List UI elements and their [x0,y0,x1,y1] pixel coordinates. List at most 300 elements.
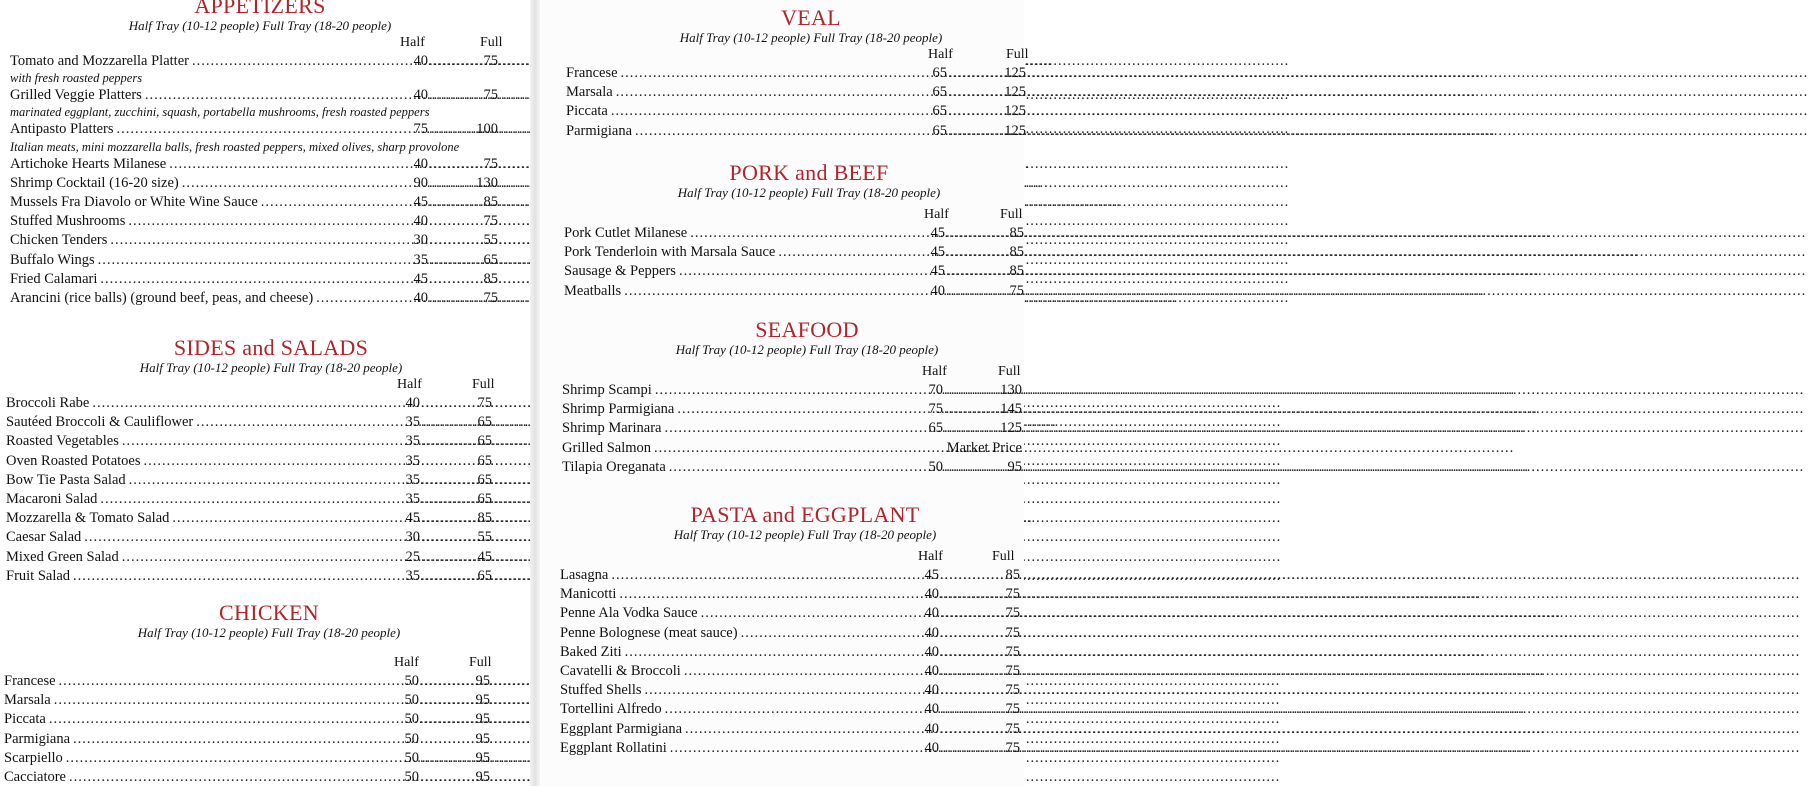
half-tray-price: 35 [405,452,420,469]
half-tray-price: 45 [413,193,428,210]
menu-item-row [560,681,1020,700]
menu-item-name: Antipasto Platters [10,121,114,138]
half-label: Half [918,549,943,564]
menu-item-row [566,102,1026,121]
half-tray-price: 40 [413,53,428,69]
dot-leader [100,270,412,289]
dot-leader [196,413,404,432]
menu-item-name: Penne Ala Vodka Sauce [560,605,698,622]
dot-leader [92,394,404,413]
dot-leader [940,585,1005,604]
menu-item-name: Caesar Salad [6,529,82,546]
menu-item-name: Cavatelli & Broccoli [560,662,681,679]
menu-item-row [4,749,490,768]
dot-leader [429,174,475,193]
full-tray-price: 95 [475,692,490,709]
half-tray-price: 40 [405,395,420,411]
menu-item-name: Broccoli Rabe [6,395,90,411]
menu-item-row [566,83,1026,102]
dot-leader [619,585,923,604]
dot-leader [944,381,999,400]
left-menu-page [0,0,530,786]
full-tray-price: 45 [477,548,492,565]
dot-leader [669,458,928,477]
half-tray-price: 50 [404,730,419,747]
menu-item-name: Sautéed Broccoli & Cauliflower [6,414,194,431]
dot-leader [948,102,1003,121]
pork-section [564,161,1024,301]
dot-leader [429,231,483,250]
menu-item-name: Manicotti [560,586,617,603]
dot-leader [420,768,475,787]
menu-item-name: Mozzarella & Tomato Salad [6,510,170,527]
menu-item-row [10,193,498,212]
menu-item-name: Stuffed Shells [560,682,642,699]
dot-leader [677,400,927,419]
pork-list [564,224,1024,301]
appetizers-subtitle: Half Tray (10-12 people) Full Tray (18-20 people) [128,18,392,33]
menu-item-row [564,282,1024,301]
full-tray-price: 65 [477,490,492,507]
chicken-subtitle: Half Tray (10-12 people) Full Tray (18-20 people) [137,625,401,640]
half-tray-price: 30 [405,529,420,546]
menu-item-row [562,400,1022,419]
dot-leader [684,662,924,681]
full-tray-price: 65 [477,433,492,450]
appetizers-column-header [10,34,530,52]
half-label: Half [397,377,422,392]
dot-leader [624,282,929,301]
seafood-subtitle: Half Tray (10-12 people) Full Tray (18-20 people) [675,342,939,357]
half-tray-price: 65 [932,122,947,139]
menu-item-name: Oven Roasted Potatoes [6,452,141,469]
dot-leader [940,739,1005,758]
menu-item-name: Arancini (rice balls) (ground beef, peas, and cheese) [10,289,314,306]
menu-item-name: Marsala [566,84,613,101]
menu-item-name: Sausage & Peppers [564,263,676,280]
menu-item-name: Shrimp Scampi [562,382,652,398]
pork-subtitle: Half Tray (10-12 people) Full Tray (18-20 people) [677,185,941,200]
dot-leader [169,155,412,174]
full-tray-price: 75 [483,87,498,104]
menu-item-row [562,439,1022,458]
menu-item-name: Mixed Green Salad [6,548,119,565]
veal-list [566,64,1024,141]
dot-leader [182,174,413,193]
menu-item-name: Cacciatore [4,768,66,785]
dot-leader [625,643,924,662]
full-tray-price: 125 [1004,65,1026,81]
dot-leader [948,64,1003,83]
dot-leader [429,212,483,231]
dot-leader [66,749,404,768]
half-label: Half [922,364,947,379]
full-tray-price: 75 [1005,701,1020,718]
menu-item-row [4,672,490,691]
menu-item-name: Bow Tie Pasta Salad [6,471,126,488]
full-tray-price: 75 [483,53,498,69]
appetizers-title: APPETIZERS [194,0,326,18]
dot-leader [670,739,924,758]
dot-leader [144,452,405,471]
full-tray-price: 55 [477,529,492,546]
pasta-section [560,503,1024,758]
menu-item-row [560,566,1020,585]
dot-leader [741,624,924,643]
menu-item-name: Piccata [4,711,46,728]
dot-leader [421,490,477,509]
full-tray-price: 130 [1000,382,1022,398]
full-tray-price: 75 [1009,282,1024,299]
menu-item-name: Parmigiana [4,730,71,747]
full-label: Full [469,655,492,670]
dot-leader [946,282,1009,301]
menu-item-row [560,739,1020,758]
menu-item-name: Baked Ziti [560,643,622,660]
full-tray-price: 65 [477,414,492,431]
half-tray-price: 45 [405,510,420,527]
dot-leader [429,289,483,308]
full-tray-price: 85 [1009,263,1024,280]
menu-item-row [10,270,498,289]
menu-item-row [6,432,492,451]
dot-leader [192,52,413,71]
menu-item-row [10,212,498,231]
full-tray-price: 145 [1000,401,1022,418]
menu-item-name: Stuffed Mushrooms [10,213,126,230]
appetizers-section [10,0,530,308]
full-tray-price: 85 [1005,567,1020,583]
full-label: Full [998,364,1021,379]
menu-item-name: Chicken Tenders [10,232,108,249]
dot-leader [665,700,924,719]
dot-leader [946,224,1009,243]
half-label: Half [400,35,425,50]
menu-item-row [6,394,492,413]
dot-leader [54,691,404,710]
menu-item-row [560,585,1020,604]
full-tray-price: 75 [1005,643,1020,660]
dot-leader [84,528,404,547]
full-tray-price: 75 [483,289,498,306]
menu-item-name: Piccata [566,103,608,120]
menu-item-name: Tilapia Oreganata [562,458,666,475]
seafood-title: SEAFOOD [755,317,859,342]
dot-leader [100,490,404,509]
dot-leader [611,102,932,121]
dot-leader [421,471,477,490]
menu-item-row [564,224,1024,243]
menu-item-row [10,86,498,105]
menu-item-row [6,413,492,432]
dot-leader [940,566,1005,585]
full-tray-price: 75 [1005,605,1020,622]
full-tray-price: 125 [1004,103,1026,120]
menu-item-row [10,155,498,174]
dot-leader [944,419,999,438]
menu-item-description: marinated eggplant, zucchini, squash, portabella mushrooms, fresh roasted peppers [10,105,430,120]
full-tray-price: 95 [475,768,490,785]
menu-item-name: Shrimp Marinara [562,420,662,437]
full-tray-price: 65 [483,251,498,268]
half-tray-price: 40 [924,624,939,641]
half-tray-price: 35 [405,433,420,450]
menu-item-row [10,251,498,270]
menu-item-row [10,231,498,250]
half-tray-price: 35 [405,490,420,507]
dot-leader [946,262,1009,281]
full-tray-price: 75 [1005,586,1020,603]
full-tray-price: 95 [1007,458,1022,475]
dot-leader [655,381,928,400]
half-tray-price: 50 [928,458,943,475]
seafood-list [562,381,1024,477]
menu-item-name: Buffalo Wings [10,251,95,268]
dot-leader [429,155,483,174]
dot-leader [679,262,930,281]
half-tray-price: 65 [932,84,947,101]
page-fold [530,0,540,786]
menu-item-row [564,262,1024,281]
dot-leader [421,394,477,413]
half-tray-price: 40 [924,586,939,603]
dot-leader [654,439,943,458]
menu-item-name: Grilled Salmon [562,439,652,456]
dot-leader [420,730,475,749]
dot-leader [940,681,1005,700]
dot-leader [664,419,927,438]
dot-leader [690,224,929,243]
menu-item-row [560,720,1020,739]
half-tray-price: 40 [930,282,945,299]
menu-item-name: Parmigiana [566,122,633,139]
menu-item-row [6,567,492,586]
dot-leader [635,122,931,141]
menu-item-name: Eggplant Rollatini [560,739,667,756]
full-tray-price: 125 [1004,122,1026,139]
menu-item-name: Meatballs [564,282,622,299]
menu-item-row [6,471,492,490]
full-tray-price: 125 [1000,420,1022,437]
menu-item-name: Macaroni Salad [6,490,98,507]
dot-leader [420,749,475,768]
full-label: Full [472,377,495,392]
half-tray-price: 45 [924,567,939,583]
dot-leader [944,458,1007,477]
dot-leader [940,604,1005,623]
full-tray-price: 95 [475,673,490,689]
menu-item-name: Fried Calamari [10,270,98,287]
half-tray-price: 30 [413,232,428,249]
dot-leader [69,768,404,787]
full-tray-price: 85 [483,193,498,210]
sides-title: SIDES and SALADS [173,335,369,360]
sides-subtitle: Half Tray (10-12 people) Full Tray (18-20 people) [139,360,403,375]
full-tray-price: 75 [477,395,492,411]
half-tray-price: 75 [928,401,943,418]
chicken-section [4,601,524,787]
half-tray-price: 65 [932,65,947,81]
half-label: Half [394,655,419,670]
full-tray-price: 75 [483,155,498,172]
dot-leader [948,83,1003,102]
dot-leader [429,251,483,270]
menu-item-row [566,64,1026,83]
full-tray-price: 85 [1009,225,1024,241]
full-tray-price: 75 [483,213,498,230]
full-tray-price: 65 [477,567,492,584]
dot-leader [429,193,483,212]
menu-item-row [560,604,1020,623]
menu-item-name: Francese [566,65,618,81]
half-tray-price: 25 [405,548,420,565]
dot-leader [701,604,924,623]
chicken-list [4,672,524,787]
dot-leader [261,193,413,212]
menu-item-name: Grilled Veggie Platters [10,87,142,104]
half-tray-price: 45 [930,263,945,280]
half-tray-price: 40 [924,682,939,699]
menu-item-row [10,174,498,193]
menu-item-row [4,768,490,787]
dot-leader [940,720,1005,739]
menu-item-name: Mussels Fra Diavolo or White Wine Sauce [10,193,258,210]
menu-item-name: Artichoke Hearts Milanese [10,155,167,172]
pasta-list [560,566,1024,758]
half-tray-price: 40 [924,701,939,718]
menu-item-row [562,419,1022,438]
veal-title: VEAL [781,5,841,30]
full-tray-price: 85 [483,270,498,287]
dot-leader [940,624,1005,643]
full-tray-price: 95 [475,711,490,728]
menu-item-row [6,548,492,567]
full-tray-price: 130 [476,174,498,191]
dot-leader [685,720,923,739]
half-tray-price: 35 [405,414,420,431]
dot-leader [946,243,1009,262]
full-tray-price: 75 [1005,624,1020,641]
dot-leader [940,643,1005,662]
chicken-column-header [4,654,524,672]
dot-leader [98,251,413,270]
veal-column-header [566,46,1029,64]
menu-item-description: Italian meats, mini mozzarella balls, fresh roasted peppers, mixed olives, sharp provolone [10,139,460,154]
dot-leader [122,548,405,567]
dot-leader [421,528,477,547]
menu-item-row [4,710,490,729]
dot-leader [429,270,483,289]
half-tray-price: 40 [924,605,939,622]
dot-leader [944,400,999,419]
dot-leader [73,567,404,586]
seafood-section [562,318,1024,477]
half-tray-price: 35 [405,471,420,488]
chicken-title: CHICKEN [219,600,319,625]
dot-leader [940,662,1005,681]
full-tray-price: 75 [1005,662,1020,679]
full-label: Full [480,35,503,50]
menu-item-row [10,52,498,71]
menu-item-row [4,730,490,749]
full-tray-price: Market Price [946,439,1022,456]
dot-leader [421,452,477,471]
dot-leader [616,83,932,102]
dot-leader [421,413,477,432]
full-tray-price: 125 [1004,84,1026,101]
dot-leader [122,432,405,451]
pasta-subtitle: Half Tray (10-12 people) Full Tray (18-20 people) [673,527,937,542]
menu-item-name: Francese [4,673,56,689]
dot-leader [611,566,923,585]
half-tray-price: 90 [413,174,428,191]
menu-item-row [564,243,1024,262]
dot-leader [429,52,483,71]
dot-leader [73,730,403,749]
half-tray-price: 50 [404,692,419,709]
menu-item-name: Shrimp Parmigiana [562,401,675,418]
pasta-column-header [560,548,1024,566]
dot-leader [645,681,924,700]
half-tray-price: 50 [404,768,419,785]
half-tray-price: 40 [413,289,428,306]
half-tray-price: 35 [405,567,420,584]
menu-item-row [10,289,498,308]
half-tray-price: 50 [404,673,419,689]
dot-leader [49,710,404,729]
dot-leader [429,86,483,105]
full-tray-price: 100 [476,121,498,138]
half-tray-price: 45 [930,225,945,241]
menu-item-name: Pork Tenderloin with Marsala Sauce [564,244,776,261]
dot-leader [778,243,929,262]
dot-leader [421,509,477,528]
half-tray-price: 75 [413,121,428,138]
menu-item-row [562,381,1022,400]
half-tray-price: 45 [413,270,428,287]
menu-item-name: Tortellini Alfredo [560,701,662,718]
menu-item-name: Penne Bolognese (meat sauce) [560,624,738,641]
dot-leader [940,700,1005,719]
sides-list [6,394,526,586]
dot-leader [59,672,404,691]
dot-leader [420,710,475,729]
menu-item-name: Marsala [4,692,51,709]
menu-item-row [566,122,1026,141]
menu-item-name: Lasagna [560,567,609,583]
dot-leader [421,567,477,586]
half-tray-price: 40 [924,739,939,756]
menu-item-name: Eggplant Parmigiana [560,720,683,737]
menu-item-row [4,691,490,710]
dot-leader [129,471,405,490]
dot-leader [621,64,932,83]
menu-item-name: Pork Cutlet Milanese [564,225,688,241]
menu-item-row [6,528,492,547]
dot-leader [128,212,412,231]
full-tray-price: 65 [477,452,492,469]
pasta-title: PASTA and EGGPLANT [690,502,920,527]
veal-subtitle: Half Tray (10-12 people) Full Tray (18-20 people) [679,30,943,45]
menu-item-row [560,700,1020,719]
dot-leader [420,691,475,710]
dot-leader [948,122,1003,141]
dot-leader [420,672,475,691]
sides-column-header [6,376,526,394]
dot-leader [110,231,412,250]
half-tray-price: 40 [413,213,428,230]
menu-item-name: Fruit Salad [6,567,71,584]
